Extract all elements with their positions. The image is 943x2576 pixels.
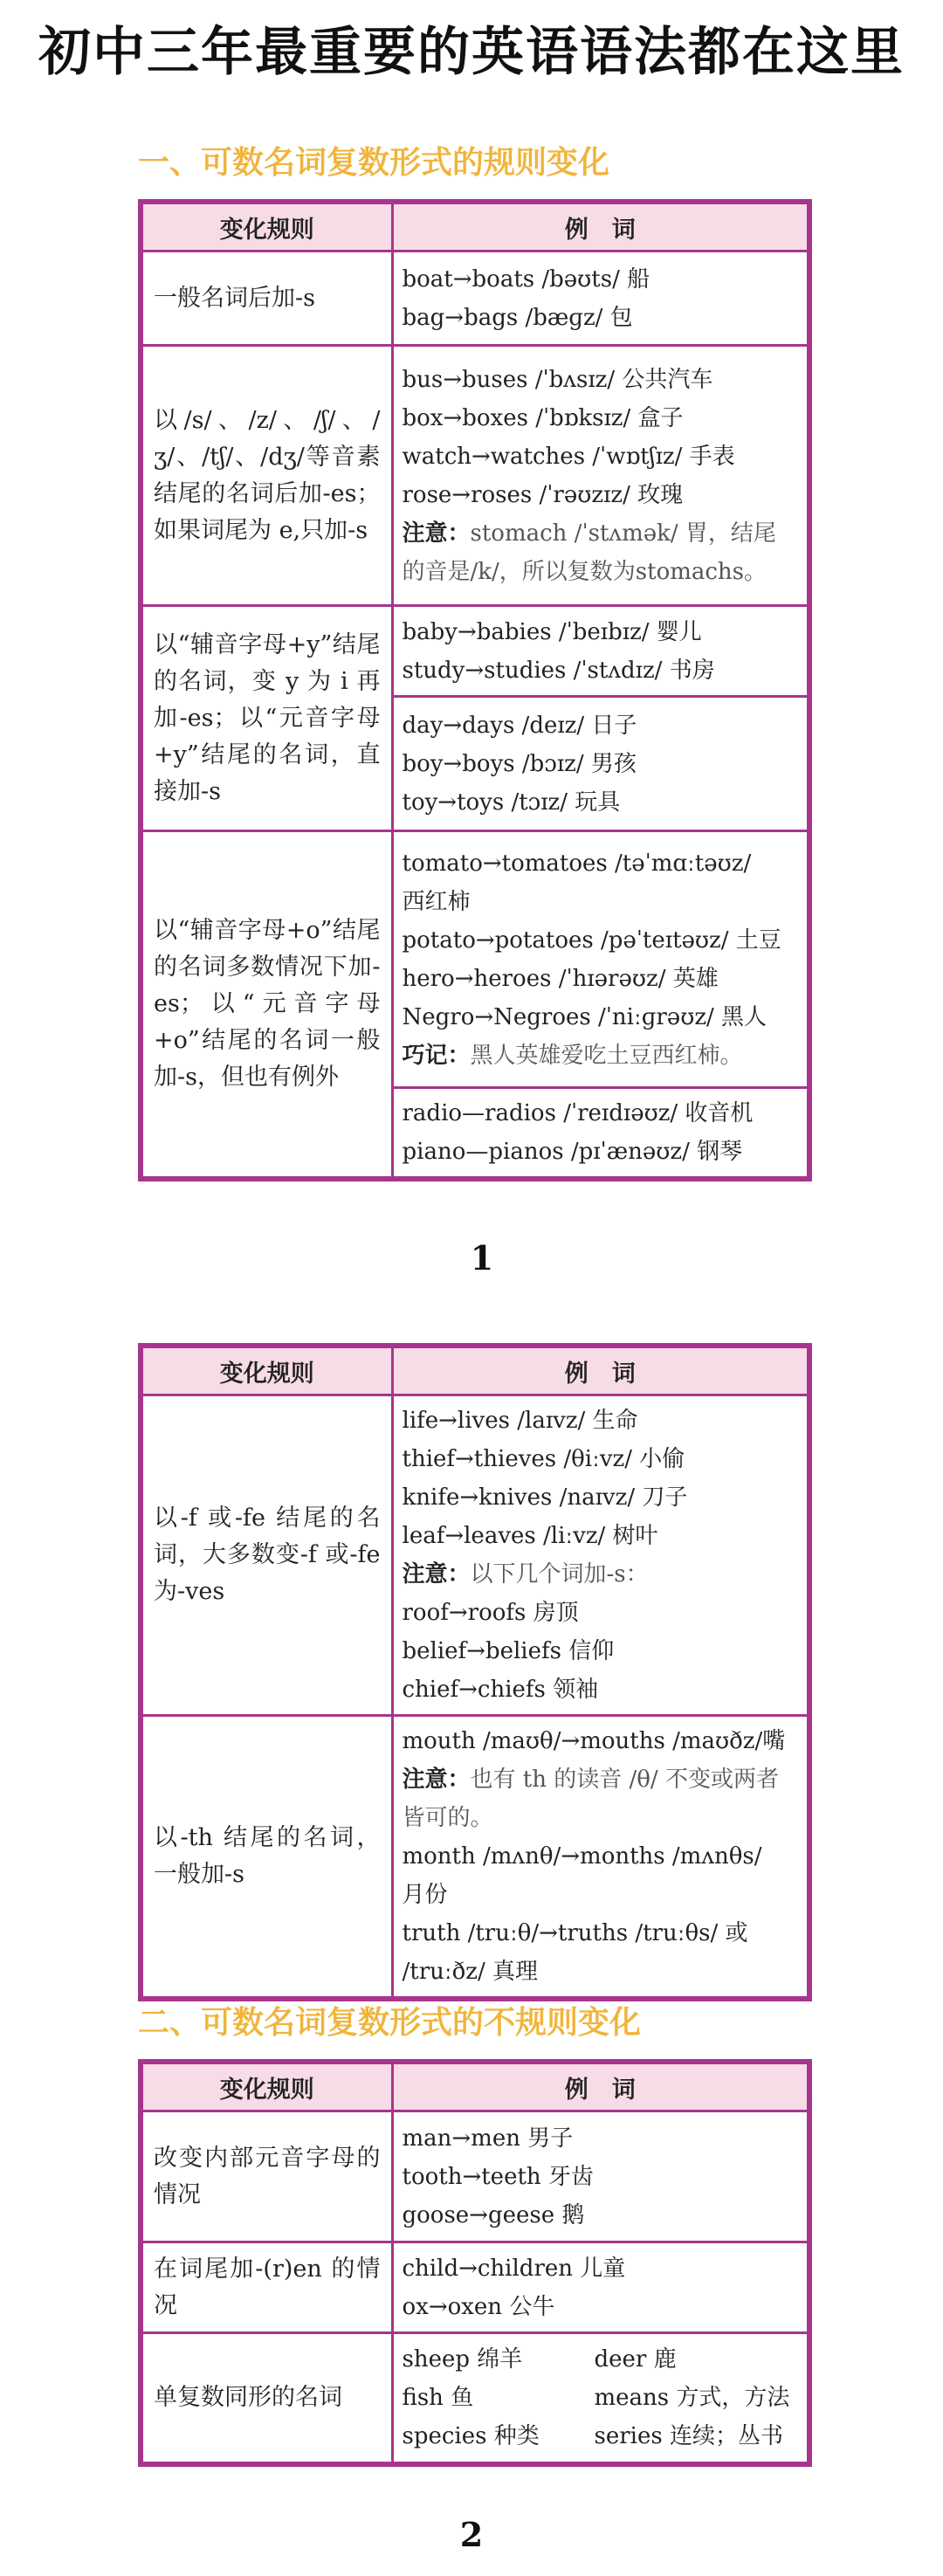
example-line: belief→beliefs 信仰	[402, 1638, 615, 1664]
example-line: thief→thieves /θiːvz/ 小偷	[402, 1446, 685, 1472]
examples-cell	[392, 2242, 809, 2333]
grammar-table-1-continued	[138, 1343, 812, 2001]
examples-cell	[392, 697, 809, 831]
table-row	[141, 2242, 809, 2333]
example-line: bag→bags /bæɡz/ 包	[402, 304, 633, 331]
grammar-table-2	[138, 2059, 812, 2467]
page-number-1: 1	[470, 1238, 494, 1278]
rule-cell: 在词尾加-(r)en 的情况	[141, 2242, 392, 2333]
examples-cell	[392, 346, 809, 606]
example-line: rose→roses /ˈrəʊzɪz/ 玫瑰	[402, 481, 684, 508]
example-line: chief→chiefs 领袖	[402, 1677, 599, 1703]
note-label: 注意：	[402, 1767, 471, 1793]
example-line: roof→roofs 房顶	[402, 1600, 579, 1626]
example-line: ox→oxen 公牛	[402, 2293, 555, 2320]
examples-cell	[392, 2111, 809, 2242]
example-line: baby→babies /ˈbeɪbɪz/ 婴儿	[402, 618, 702, 645]
example-line: 月份	[402, 1882, 448, 1908]
example-line: study→studies /ˈstʌdɪz/ 书房	[402, 657, 715, 684]
note	[403, 1760, 799, 1837]
example-line: bus→buses /ˈbʌsɪz/ 公共汽车	[402, 366, 713, 393]
table-row	[141, 606, 809, 697]
section-heading-2: 二、可数名词复数形式的不规则变化	[138, 2005, 642, 2041]
example-item: deer 鹿	[594, 2345, 677, 2373]
example-line: Negro→Negroes /ˈniːɡrəʊz/ 黑人	[402, 1003, 767, 1030]
example-line: boy→boys /bɔɪz/ 男孩	[402, 750, 637, 777]
header-examples: 例 词	[392, 1346, 809, 1395]
header-rule: 变化规则	[141, 202, 392, 251]
example-line: piano—pianos /pɪˈænəʊz/ 钢琴	[402, 1139, 743, 1165]
table-row	[141, 1716, 809, 2000]
note	[403, 1555, 799, 1594]
rule-cell: 单复数同形的名词	[141, 2333, 392, 2464]
table-row	[141, 831, 809, 1088]
example-line: box→boxes /ˈbɒksɪz/ 盒子	[402, 404, 684, 431]
examples-cell	[392, 1088, 809, 1180]
example-line: knife→knives /naɪvz/ 刀子	[402, 1484, 688, 1511]
example-line: tomato→tomatoes /təˈmɑːtəʊz/	[402, 850, 752, 877]
example-line: potato→potatoes /pəˈteɪtəʊz/ 土豆	[402, 926, 781, 954]
example-line: watch→watches /ˈwɒtʃɪz/ 手表	[402, 443, 735, 470]
page-number-2: 2	[459, 2515, 484, 2554]
tip-text: 黑人英雄爱吃土豆西红柿。	[470, 1042, 743, 1069]
example-line: /truːðz/ 真理	[402, 1959, 539, 1985]
table-row	[141, 2333, 809, 2464]
example-item: series 连续；丛书	[594, 2422, 783, 2449]
example-item: sheep 绵羊	[402, 2345, 523, 2373]
example-line: man→men 男子	[402, 2125, 574, 2152]
rule-cell: 以/s/、/z/、/ʃ/、/ʒ/、/tʃ/、/dʒ/等音素结尾的名词后加-es；如果词尾为 e,只加-s	[141, 346, 392, 606]
examples-cell	[392, 606, 809, 697]
section-heading-1: 一、可数名词复数形式的规则变化	[138, 145, 610, 181]
examples-cell	[392, 1395, 809, 1716]
example-line: tooth→teeth 牙齿	[402, 2163, 594, 2190]
examples-cell	[392, 831, 809, 1088]
note-text: 也有 th 的读音 /θ/ 不变或两者皆可的。	[402, 1767, 779, 1831]
example-line: leaf→leaves /liːvz/ 树叶	[402, 1523, 658, 1549]
grammar-table-1	[138, 199, 812, 1181]
note-text: stomach /ˈstʌmək/ 胃，结尾的音是/k/，所以复数为stomachs。	[402, 520, 776, 585]
table-row	[141, 1395, 809, 1716]
example-line: day→days /deɪz/ 日子	[402, 712, 637, 739]
example-item: fish 鱼	[402, 2384, 474, 2411]
example-line: radio—radios /ˈreɪdɪəʊz/ 收音机	[402, 1100, 754, 1126]
tip-label: 巧记：	[402, 1042, 471, 1069]
table-row	[141, 251, 809, 346]
note-text: 以下几个词加-s：	[470, 1561, 649, 1588]
header-examples: 例 词	[392, 202, 809, 251]
example-grid	[403, 2340, 799, 2455]
example-line: goose→geese 鹅	[402, 2201, 585, 2228]
example-line: boat→boats /bəʊts/ 船	[402, 265, 650, 293]
examples-cell	[392, 2333, 809, 2464]
note-label: 注意：	[402, 1561, 471, 1588]
rule-cell: 以“辅音字母+o”结尾的名词多数情况下加-es；以“元音字母+o”结尾的名词一般加-s，但也有例外	[141, 831, 392, 1180]
example-line: toy→toys /tɔɪz/ 玩具	[402, 789, 621, 816]
rule-cell: 改变内部元音字母的情况	[141, 2111, 392, 2242]
rule-cell: 以-f 或-fe 结尾的名词，大多数变-f 或-fe 为-ves	[141, 1395, 392, 1716]
rule-cell: 以-th 结尾的名词，一般加-s	[141, 1716, 392, 2000]
examples-cell	[392, 1716, 809, 2000]
example-line: truth /truːθ/→truths /truːθs/ 或	[402, 1920, 748, 1946]
note	[403, 514, 799, 591]
example-item: species 种类	[402, 2422, 540, 2449]
rule-cell: 一般名词后加-s	[141, 251, 392, 346]
table-row	[141, 346, 809, 606]
example-line: month /mʌnθ/→months /mʌnθs/	[402, 1843, 762, 1870]
tip	[403, 1037, 799, 1075]
example-line: hero→heroes /ˈhɪərəʊz/ 英雄	[402, 965, 719, 992]
header-rule: 变化规则	[141, 2062, 392, 2111]
example-line: life→lives /laɪvz/ 生命	[402, 1408, 638, 1434]
example-line: 西红柿	[402, 888, 471, 915]
examples-cell	[392, 251, 809, 346]
header-rule: 变化规则	[141, 1346, 392, 1395]
rule-cell: 以“辅音字母+y”结尾的名词，变 y 为 i 再加-es；以“元音字母+y”结尾的名词，直接加-s	[141, 606, 392, 831]
header-examples: 例 词	[392, 2062, 809, 2111]
table-row	[141, 2111, 809, 2242]
page-title: 初中三年最重要的英语语法都在这里	[38, 22, 905, 83]
example-line: child→children 儿童	[402, 2255, 626, 2282]
example-item: means 方式，方法	[594, 2384, 790, 2411]
example-line: mouth /maʊθ/→mouths /maʊðz/嘴	[402, 1728, 786, 1754]
note-label: 注意：	[402, 520, 471, 547]
